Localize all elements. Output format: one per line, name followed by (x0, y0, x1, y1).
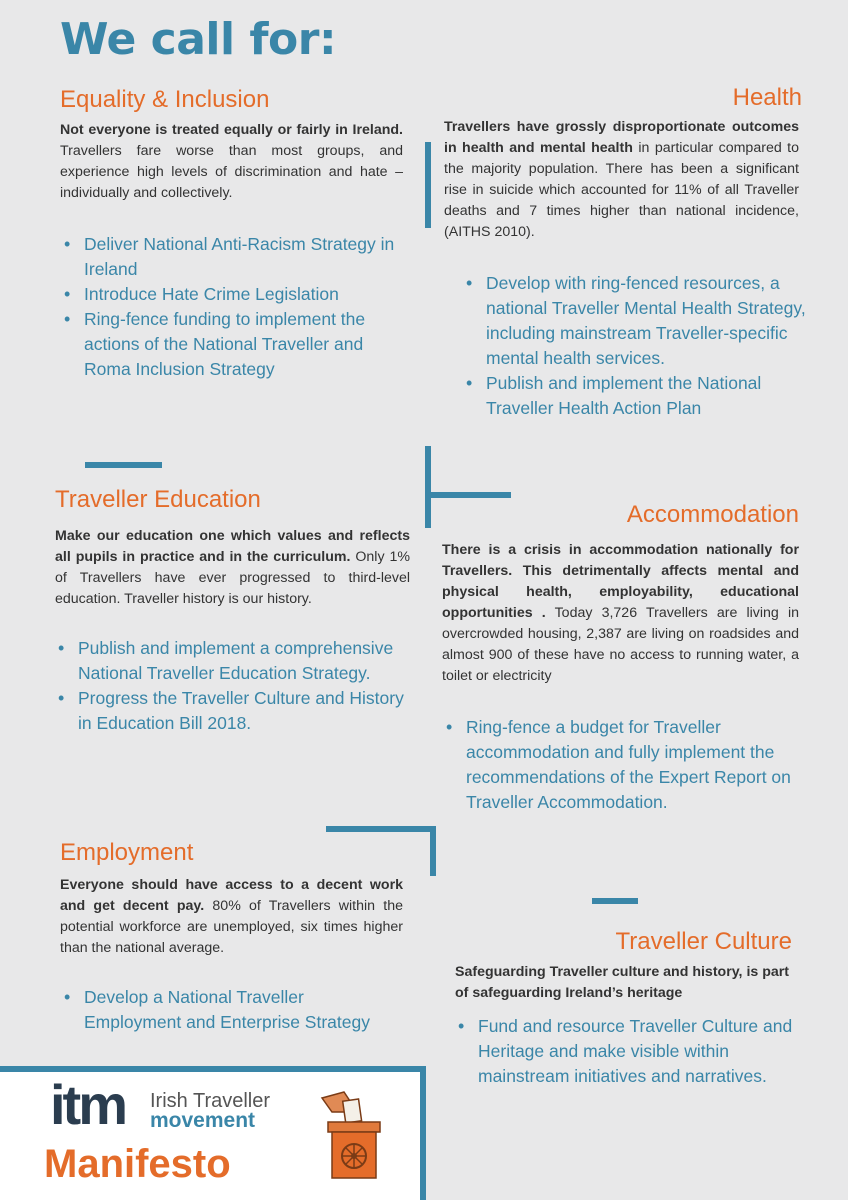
connector-vertical-2 (430, 826, 436, 876)
divider-bar (85, 462, 162, 468)
itm-logo: itm (50, 1073, 125, 1136)
employment-paragraph (60, 875, 403, 959)
list-item: • Develop a National Traveller Employment and Enterprise Strategy (60, 985, 400, 1035)
health-list (462, 271, 822, 421)
employment-heading: Employment (60, 839, 194, 866)
health-accent-bar (425, 142, 431, 228)
accommodation-heading: Accommodation (626, 501, 799, 528)
education-list (54, 636, 414, 736)
ballot-box-icon (318, 1090, 390, 1182)
education-lead: Make our education one which values and reflects all pupils in practice and in the curriculum. (55, 528, 410, 565)
employment-body: 80% of Travellers within the potential workforce are unemployed, six times higher than the national average. (60, 898, 403, 956)
list-item: • Deliver National Anti-Racism Strategy in Ireland (60, 232, 410, 282)
health-heading: Health (732, 84, 802, 111)
health-paragraph (444, 117, 799, 243)
education-heading: Traveller Education (55, 486, 261, 513)
health-lead: Travellers have grossly disproportionate outcomes in health and mental health (444, 119, 799, 156)
health-body: in particular compared to the majority population. There has been a significant rise in suicide which accounted for 11% of all Traveller deaths and 7 times higher than national incidence, (AITHS 2010). (444, 140, 799, 240)
culture-heading: Traveller Culture (615, 928, 792, 955)
accommodation-body: Today 3,726 Travellers are living in overcrowded housing, 2,387 are living on roadsides and almost 900 of these have no access to running water, a toilet or electricity (442, 605, 799, 684)
equality-paragraph (60, 120, 403, 204)
list-item: • Introduce Hate Crime Legislation (60, 282, 410, 307)
education-paragraph (55, 526, 410, 610)
accommodation-paragraph (442, 540, 799, 687)
connector-horizontal (425, 492, 511, 498)
page-title: We call for: (60, 14, 337, 65)
employment-lead: Everyone should have access to a decent work and get decent pay. (60, 877, 403, 914)
connector-vertical (425, 446, 431, 528)
accommodation-list (442, 715, 812, 815)
list-item: • Ring-fence a budget for Traveller accommodation and fully implement the recommendations of the Expert Report on Traveller Accommodation. (442, 715, 812, 815)
list-item: • Develop with ring-fenced resources, a national Traveller Mental Health Strategy, including mainstream Traveller-specific mental health services. (462, 271, 822, 371)
list-item: • Publish and implement the National Traveller Health Action Plan (462, 371, 822, 421)
culture-list (454, 1014, 794, 1089)
manifesto-title: Manifesto (44, 1142, 231, 1186)
list-item: • Publish and implement a comprehensive National Traveller Education Strategy. (54, 636, 414, 686)
equality-heading: Equality & Inclusion (60, 86, 270, 113)
org-name-line1: Irish Traveller (150, 1090, 271, 1112)
culture-lead: Safeguarding Traveller culture and history, is part of safeguarding Ireland’s heritage (455, 964, 790, 1001)
connector-horizontal-2 (326, 826, 436, 832)
list-item: • Progress the Traveller Culture and History in Education Bill 2018. (54, 686, 414, 736)
equality-lead: Not everyone is treated equally or fairly in Ireland. (60, 122, 403, 138)
list-item: • Ring-fence funding to implement the actions of the National Traveller and Roma Inclusion Strategy (60, 307, 410, 382)
education-body: Only 1% of Travellers have ever progressed to third-level education. Traveller history is our history. (55, 549, 410, 607)
list-item: • Fund and resource Traveller Culture and Heritage and make visible within mainstream initiatives and narratives. (454, 1014, 794, 1089)
employment-list (60, 985, 400, 1035)
equality-list (60, 232, 410, 382)
org-name-line2: movement (150, 1109, 256, 1132)
equality-body: Travellers fare worse than most groups, and experience high levels of discrimination and hate – individually and collectively. (60, 143, 403, 201)
accommodation-lead: There is a crisis in accommodation nationally for Travellers. This detrimentally affects mental and physical health, employability, educational opportunities . (442, 542, 799, 621)
divider-bar-2 (592, 898, 638, 904)
